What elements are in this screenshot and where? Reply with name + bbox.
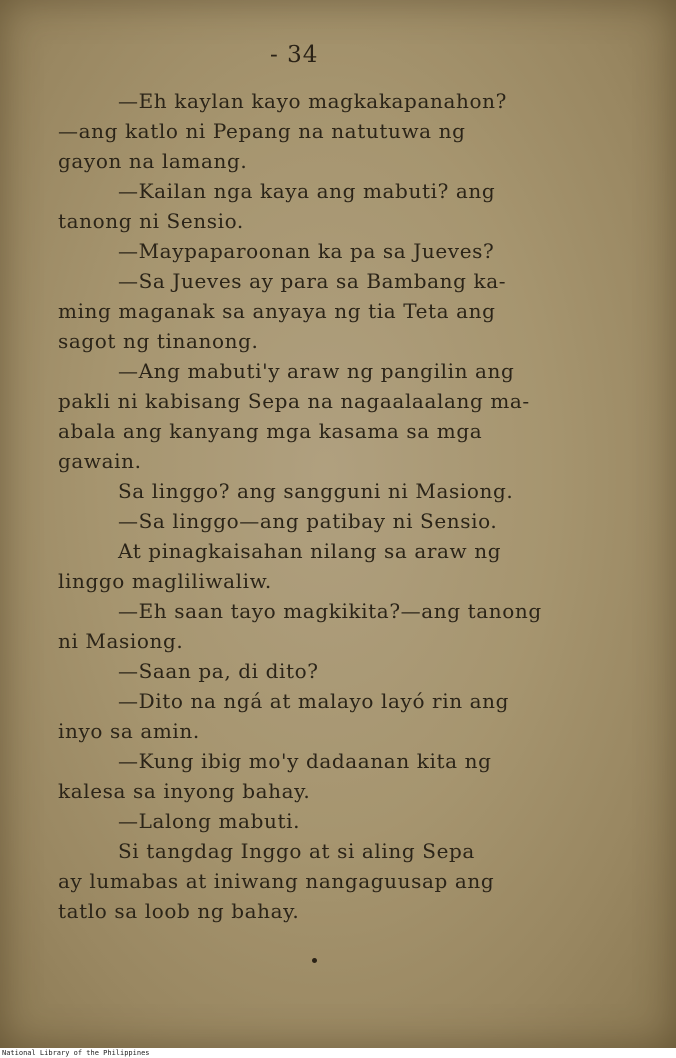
text-line: —ang katlo ni Pepang na natutuwa ng [58, 119, 466, 143]
text-line: At pinagkaisahan nilang sa araw ng [118, 539, 502, 563]
text-line: —Sa linggo—ang patibay ni Sensio. [118, 509, 498, 533]
text-line: kalesa sa inyong bahay. [58, 779, 311, 803]
page-number: - 34 [270, 42, 319, 68]
text-line: —Eh kaylan kayo magkakapanahon? [118, 89, 507, 113]
text-line: Sa linggo? ang sangguni ni Masiong. [118, 479, 514, 503]
text-line: —Dito na ngá at malayo layó rin ang [118, 689, 510, 713]
text-line: ming maganak sa anyaya ng tia Teta ang [58, 299, 496, 323]
text-line: tatlo sa loob ng bahay. [58, 899, 300, 923]
text-line: inyo sa amin. [58, 719, 200, 743]
page-body-text [58, 86, 623, 926]
text-line: —Kung ibig mo'y dadaanan kita ng [118, 749, 492, 773]
text-line: —Maypaparoonan ka pa sa Jueves? [118, 239, 495, 263]
text-line: ni Masiong. [58, 629, 184, 653]
text-line: sagot ng tinanong. [58, 329, 259, 353]
text-line: linggo magliliwaliw. [58, 569, 272, 593]
text-line: —Lalong mabuti. [118, 809, 301, 833]
library-credit: National Library of the Philippines [2, 1049, 150, 1057]
text-line: gawain. [58, 449, 142, 473]
text-line: abala ang kanyang mga kasama sa mga [58, 419, 483, 443]
ink-dot [312, 958, 317, 963]
text-line: ay lumabas at iniwang nangaguusap ang [58, 869, 495, 893]
text-line: Si tangdag Inggo at si aling Sepa [118, 839, 475, 863]
text-line: —Ang mabuti'y araw ng pangilin ang [118, 359, 515, 383]
text-line: pakli ni kabisang Sepa na nagaalaalang ma- [58, 389, 530, 413]
text-line: —Sa Jueves ay para sa Bambang ka- [118, 269, 507, 293]
text-line: tanong ni Sensio. [58, 209, 244, 233]
text-line: —Saan pa, di dito? [118, 659, 319, 683]
text-line: gayon na lamang. [58, 149, 248, 173]
text-line: —Kailan nga kaya ang mabuti? ang [118, 179, 496, 203]
text-line: —Eh saan tayo magkikita?—ang tanong [118, 599, 542, 623]
